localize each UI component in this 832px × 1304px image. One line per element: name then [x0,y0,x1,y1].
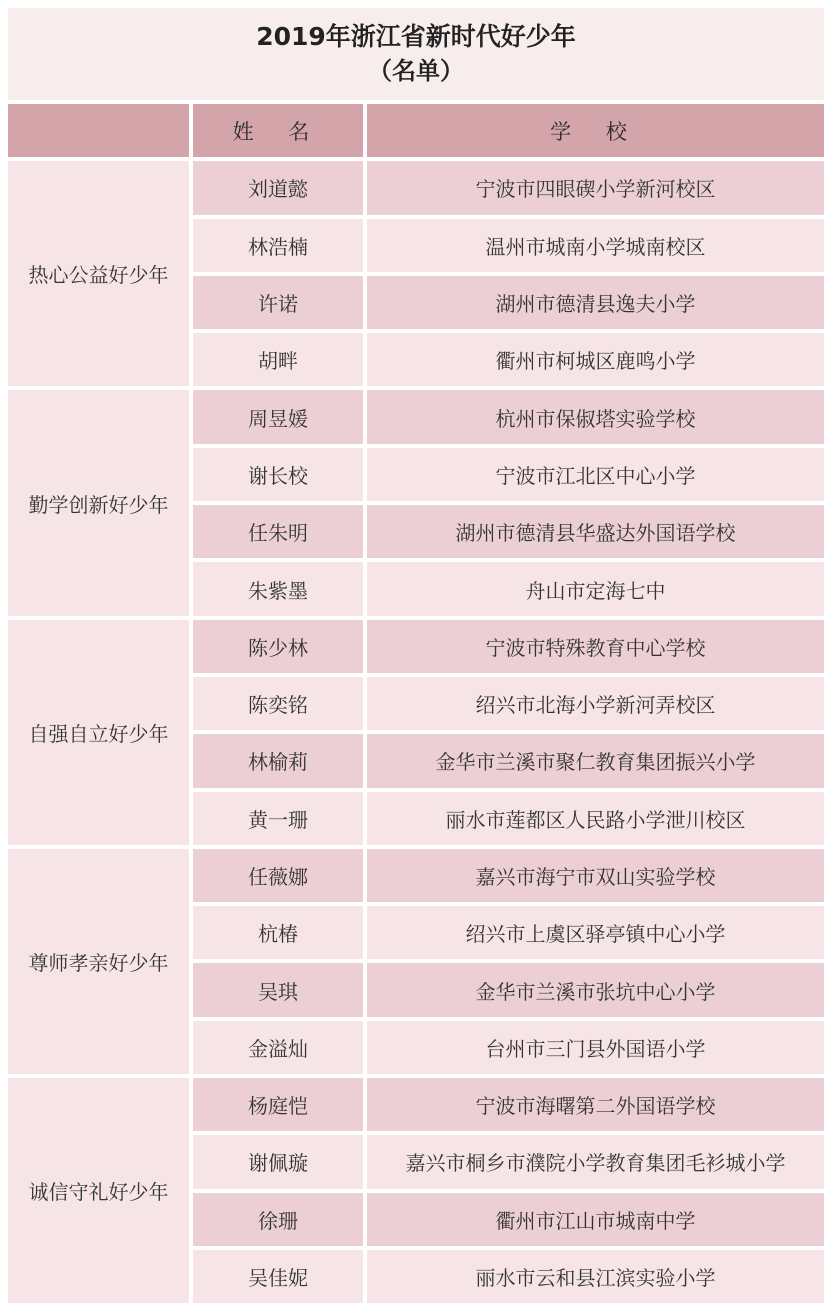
student-name-cell: 任薇娜 [193,849,363,902]
school-cell: 湖州市德清县逸夫小学 [367,276,824,329]
category-cell: 诚信守礼好少年 [8,1078,189,1303]
school-cell: 杭州市保俶塔实验学校 [367,390,824,443]
student-name-cell: 周昱媛 [193,390,363,443]
school-cell: 绍兴市北海小学新河弄校区 [367,677,824,730]
school-cell: 嘉兴市海宁市双山实验学校 [367,849,824,902]
student-name-cell: 谢长校 [193,448,363,501]
student-name-cell: 朱紫墨 [193,562,363,615]
student-name-cell: 吴佳妮 [193,1250,363,1303]
school-cell: 宁波市特殊教育中心学校 [367,620,824,673]
title-line-2: （名单） [368,57,464,85]
school-cell: 宁波市海曙第二外国语学校 [367,1078,824,1131]
student-name-cell: 杭椿 [193,906,363,959]
school-cell: 绍兴市上虞区驿亭镇中心小学 [367,906,824,959]
title-line-1: 2019年浙江省新时代好少年 [256,22,576,51]
student-name-cell: 陈奕铭 [193,677,363,730]
student-name-cell: 杨庭恺 [193,1078,363,1131]
student-name-cell: 陈少林 [193,620,363,673]
student-name-cell: 林榆莉 [193,734,363,787]
school-cell: 温州市城南小学城南校区 [367,219,824,272]
school-cell: 衢州市柯城区鹿鸣小学 [367,333,824,386]
school-cell: 金华市兰溪市聚仁教育集团振兴小学 [367,734,824,787]
category-cell: 尊师孝亲好少年 [8,849,189,1074]
header-school: 学 校 [367,104,824,157]
student-name-cell: 林浩楠 [193,219,363,272]
student-name-cell: 许诺 [193,276,363,329]
school-cell: 嘉兴市桐乡市濮院小学教育集团毛衫城小学 [367,1135,824,1188]
school-cell: 舟山市定海七中 [367,562,824,615]
header-name: 姓 名 [193,104,363,157]
student-name-cell: 胡畔 [193,333,363,386]
category-cell: 热心公益好少年 [8,161,189,386]
student-name-cell: 金溢灿 [193,1021,363,1074]
school-cell: 湖州市德清县华盛达外国语学校 [367,505,824,558]
header-category [8,104,189,157]
award-table [8,104,824,1303]
student-name-cell: 谢佩璇 [193,1135,363,1188]
school-cell: 台州市三门县外国语小学 [367,1021,824,1074]
school-cell: 宁波市江北区中心小学 [367,448,824,501]
student-name-cell: 徐珊 [193,1193,363,1246]
student-name-cell: 吴琪 [193,963,363,1016]
school-cell: 金华市兰溪市张坑中心小学 [367,963,824,1016]
school-cell: 丽水市莲都区人民路小学泄川校区 [367,792,824,845]
school-cell: 衢州市江山市城南中学 [367,1193,824,1246]
student-name-cell: 黄一珊 [193,792,363,845]
category-cell: 自强自立好少年 [8,620,189,845]
student-name-cell: 任朱明 [193,505,363,558]
school-cell: 宁波市四眼碶小学新河校区 [367,161,824,214]
document-title [8,8,824,100]
student-name-cell: 刘道懿 [193,161,363,214]
category-cell: 勤学创新好少年 [8,390,189,615]
school-cell: 丽水市云和县江滨实验小学 [367,1250,824,1303]
